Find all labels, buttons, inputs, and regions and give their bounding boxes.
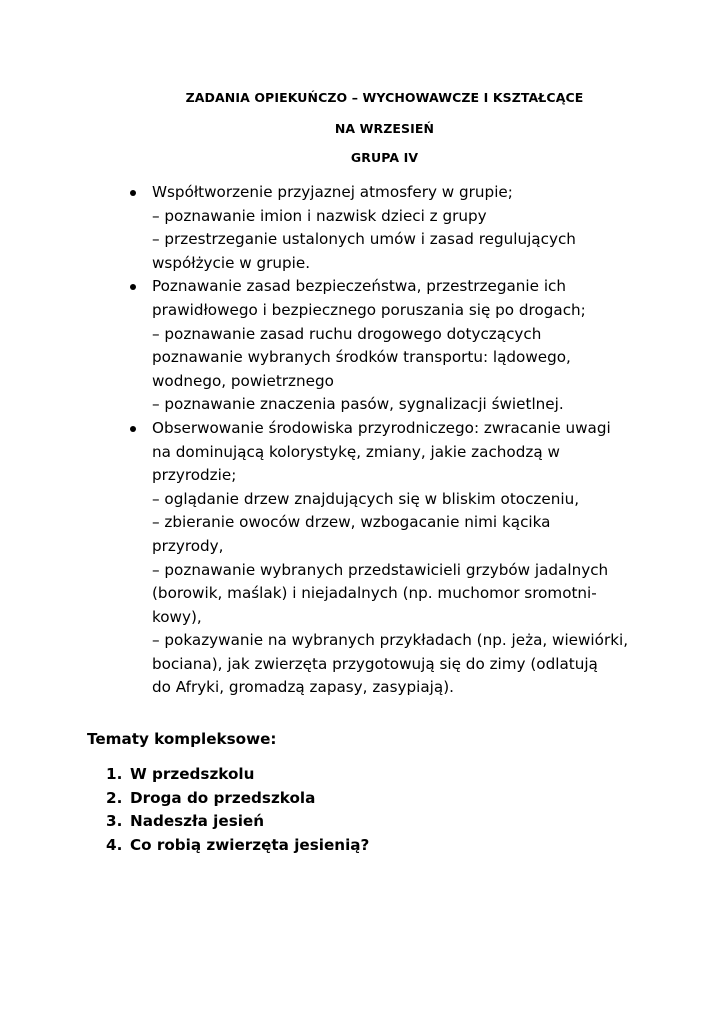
task-line: – poznawanie znaczenia pasów, sygnalizacji świetlnej. xyxy=(152,395,564,414)
task-line: (borowik, maślak) i niejadalnych (np. muchomor sromotni- xyxy=(152,584,597,603)
task-line: – poznawanie wybranych przedstawicieli grzybów jadalnych xyxy=(152,560,609,579)
task-line: poznawanie wybranych środków transportu: lądowego, xyxy=(152,348,571,367)
task-item xyxy=(128,181,648,275)
task-line: prawidłowego i bezpiecznego poruszania się po drogach; xyxy=(152,300,586,319)
task-line: – pokazywanie na wybranych przykładach (np. jeża, wiewiórki, xyxy=(152,631,629,650)
topics-title: Tematy kompleksowe: xyxy=(87,730,277,748)
topic-item xyxy=(106,810,369,834)
topic-item xyxy=(106,763,369,787)
bullet-icon xyxy=(130,190,136,196)
task-line: – oglądanie drzew znajdujących się w bliskim otoczeniu, xyxy=(152,489,580,508)
topics-list xyxy=(106,763,369,857)
topic-number: 3. xyxy=(106,812,123,831)
topic-label: Droga do przedszkola xyxy=(130,788,316,807)
task-line: bociana), jak zwierzęta przygotowują się do zimy (odlatują xyxy=(152,654,598,673)
task-line: przyrody, xyxy=(152,536,224,555)
document-group: GRUPA IV xyxy=(350,150,419,165)
task-line: do Afryki, gromadzą zapasy, zasypiają). xyxy=(152,678,454,697)
task-line: przyrodzie; xyxy=(152,466,237,485)
task-line: Współtworzenie przyjaznej atmosfery w grupie; xyxy=(152,183,513,201)
task-line: kowy), xyxy=(152,607,202,626)
task-item xyxy=(128,275,648,417)
task-line: Poznawanie zasad bezpieczeństwa, przestrzeganie ich xyxy=(152,277,567,296)
topic-number: 4. xyxy=(106,835,123,854)
task-list xyxy=(128,181,648,700)
bullet-icon xyxy=(130,426,136,432)
task-line: – poznawanie zasad ruchu drogowego dotyczących xyxy=(152,324,542,343)
topic-item xyxy=(106,834,369,858)
topic-label: Co robią zwierzęta jesienią? xyxy=(130,835,370,854)
topic-number: 1. xyxy=(106,765,123,783)
topic-number: 2. xyxy=(106,788,123,807)
task-line: na dominującą kolorystykę, zmiany, jakie zachodzą w xyxy=(152,442,560,461)
task-line: Obserwowanie środowiska przyrodniczego: zwracanie uwagi xyxy=(152,418,611,437)
task-line: wodnego, powietrznego xyxy=(152,371,334,390)
task-line: – poznawanie imion i nazwisk dzieci z grupy xyxy=(152,206,487,225)
task-item xyxy=(128,417,648,700)
task-line: – przestrzeganie ustalonych umów i zasad regulujących xyxy=(152,230,576,249)
topic-item xyxy=(106,787,369,811)
task-line: współżycie w grupie. xyxy=(152,253,311,272)
topic-label: Nadeszła jesień xyxy=(130,812,265,831)
document-title: ZADANIA OPIEKUŃCZO – WYCHOWAWCZE I KSZTAŁCĄCE xyxy=(185,90,584,105)
document-month: NA WRZESIEŃ xyxy=(334,121,435,136)
bullet-icon xyxy=(130,284,136,290)
task-line: – zbieranie owoców drzew, wzbogacanie nimi kącika xyxy=(152,513,551,532)
topic-label: W przedszkolu xyxy=(130,765,255,783)
